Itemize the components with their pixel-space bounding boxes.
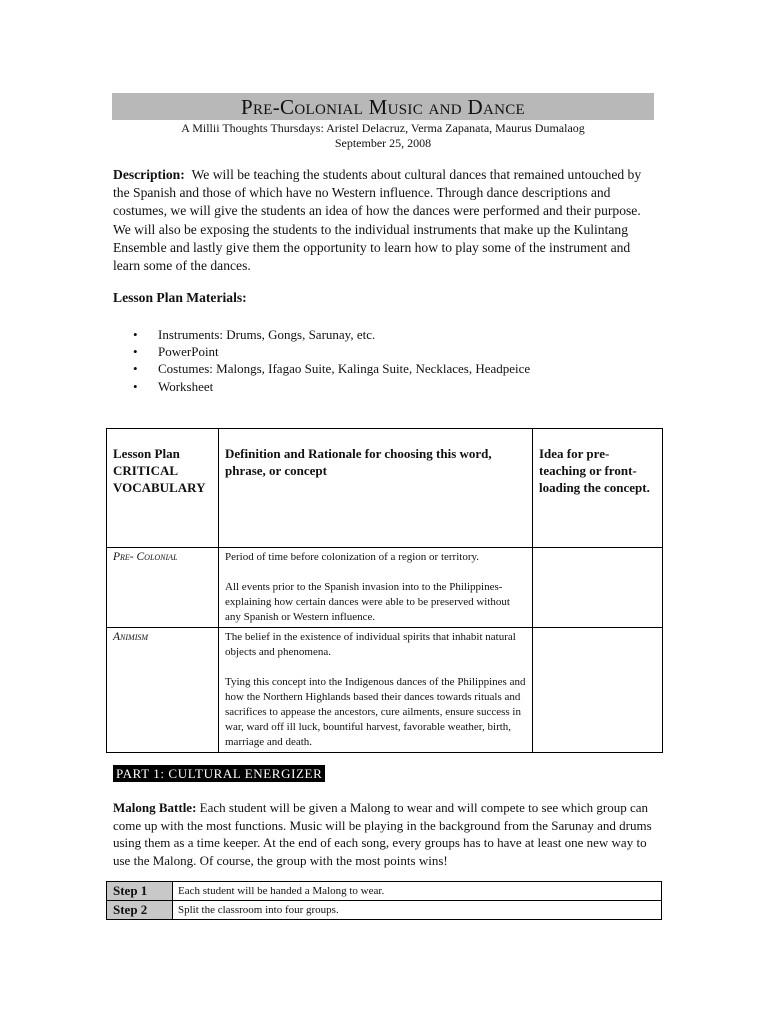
document-date: September 25, 2008 <box>334 136 432 150</box>
activity-label: Malong Battle: <box>113 800 197 815</box>
document-byline-block <box>112 121 654 151</box>
header-cell-definition: Definition and Rationale for choosing this word, phrase, or concept <box>219 429 533 548</box>
energizer-paragraph <box>113 799 658 869</box>
step-text: Split the classroom into four groups. <box>173 901 662 920</box>
table-row <box>107 882 662 901</box>
materials-list-item: • Costumes: Malongs, Ifagao Suite, Kalinga Suite, Necklaces, Headpeice <box>113 360 530 377</box>
vocab-term-cell <box>107 548 219 628</box>
materials-list-item: • Instruments: Drums, Gongs, Sarunay, etc. <box>113 326 530 343</box>
vocab-idea-cell <box>533 548 663 628</box>
header-cell-idea: Idea for pre-teaching or front-loading the concept. <box>533 429 663 548</box>
rationale-paragraph: All events prior to the Spanish invasion into to the Philippines- explaining how certain dances were able to be preserved without any Spanish or Western influence. <box>225 581 510 623</box>
materials-list <box>113 326 530 395</box>
vocab-idea-cell <box>533 628 663 753</box>
description-text: We will be teaching the students about cultural dances that remained untouched by the Spanish and those of which have no Western influence. Through dance descriptions and costumes, we will give the students an idea of how the dances were performed and their purpose. We will also be exposing the students to the individual instruments that make up the Kulintang Ensemble and lastly give them the opportunity to learn how to play some of the instrument and learn some of the dances. <box>113 167 642 274</box>
vocab-term-cell <box>107 628 219 753</box>
description-label: Description: <box>113 167 185 182</box>
vocab-definition-cell <box>219 628 533 753</box>
definition-paragraph: Period of time before colonization of a region or territory. <box>225 551 480 563</box>
table-row <box>107 901 662 920</box>
materials-list-item: • Worksheet <box>113 378 530 395</box>
definition-paragraph: The belief in the existence of individual spirits that inhabit natural objects and phenomena. <box>225 631 516 658</box>
header-vocab-line2: CRITICAL VOCABULARY <box>113 463 206 495</box>
vocab-definition-cell <box>219 548 533 628</box>
step-text: Each student will be handed a Malong to wear. <box>173 882 662 901</box>
header-cell-vocabulary <box>107 429 219 548</box>
vocab-term: Pre- Colonial <box>113 551 178 563</box>
author-byline: A Millii Thoughts Thursdays: Aristel Delacruz, Verma Zapanata, Maurus Dumalaog <box>181 121 585 135</box>
table-row <box>107 628 663 753</box>
vocabulary-table <box>106 428 663 753</box>
part1-heading: PART 1: CULTURAL ENERGIZER <box>113 765 325 782</box>
vocabulary-table-header <box>107 429 663 548</box>
activity-text: Each student will be given a Malong to wear and will compete to see which group can come up with the most functions. Music will be playing in the background from the Sarunay and drums using them as a time keeper. At the end of each song, every groups has to have at least one new way to use the Malong. Of course, the group with the most points wins! <box>113 800 652 868</box>
step-label: Step 2 <box>107 901 173 920</box>
document-title: Pre-Colonial Music and Dance <box>241 95 525 119</box>
description-paragraph <box>113 166 658 275</box>
step-label: Step 1 <box>107 882 173 901</box>
header-vocab-line1: Lesson Plan <box>113 446 180 461</box>
vocab-term: Animism <box>113 631 149 643</box>
title-banner <box>112 93 654 120</box>
materials-heading: Lesson Plan Materials: <box>113 290 247 305</box>
table-row <box>107 548 663 628</box>
materials-list-item: • PowerPoint <box>113 343 530 360</box>
rationale-paragraph: Tying this concept into the Indigenous dances of the Philippines and how the Northern Highlands based their dances towards rituals and sacrifices to appease the ancestors, cure ailments, ensure success in war, ward off ill luck, bountiful harvest, favorable weather, birth, marriage and death. <box>225 676 526 748</box>
steps-table <box>106 881 662 920</box>
